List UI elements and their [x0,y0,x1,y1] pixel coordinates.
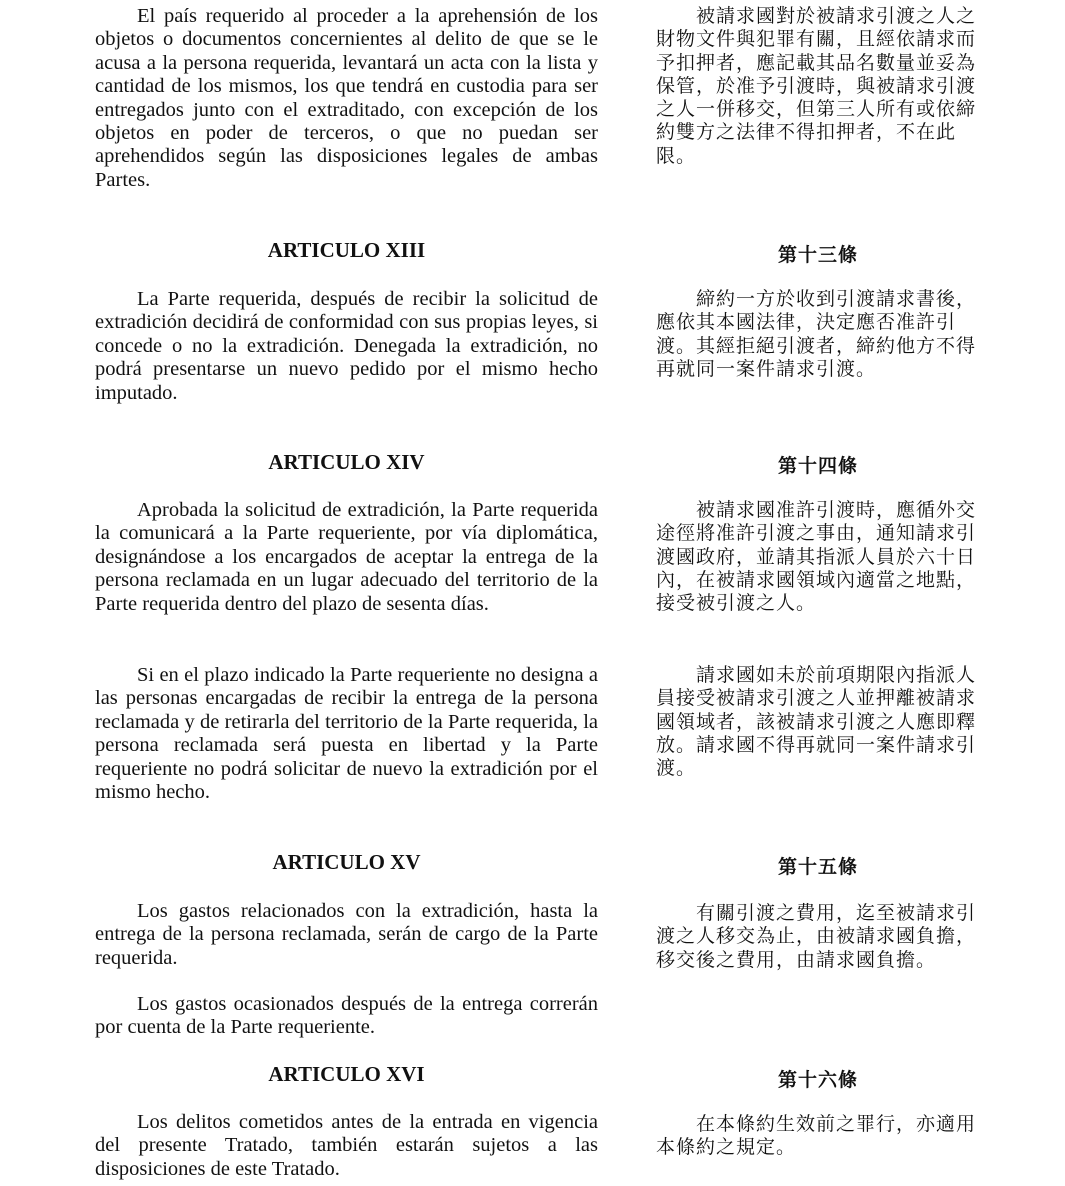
es-heading-article-14: ARTICULO XIV [268,450,425,474]
es-paragraph-article-15-1: Los gastos relacionados con la extradición, hasta la entrega de la persona reclamada, serán de cargo de la Parte requerida. [95,900,598,969]
es-heading-article-16: ARTICULO XVI [268,1062,425,1086]
es-heading-article-15: ARTICULO XV [272,850,421,874]
es-paragraph-article-15-2: Los gastos ocasionados después de la entrega correrán por cuenta de la Parte requeriente. [95,993,598,1039]
zh-paragraph-article-14-1: 被請求國准許引渡時，應循外交途徑將准許引渡之事由，通知請求引渡國政府，並請其指派人員於六十日內，在被請求國領域內適當之地點，接受被引渡之人。 [656,499,977,615]
es-paragraph-article-13: La Parte requerida, después de recibir la solicitud de extradición decidirá de conformidad con sus propias leyes, si concede o no la extradición. Denegada la extradición, no podrá presentarse un nuevo pedido por el mismo hecho imputado. [95,288,598,404]
es-paragraph-article-12: El país requerido al proceder a la aprehensión de los objetos o documentos concernientes al delito de que se le acusa a la persona requerida, levantará un acta con la lista y cantidad de los mismos, los que tendrá en custodia para ser entregados junto con el extraditado, con excepción de los objetos en poder de terceros, o que no puedan ser aprehendidos según las disposiciones legales de ambas Partes. [95,5,598,191]
zh-paragraph-article-15: 有關引渡之費用，迄至被請求引渡之人移交為止，由被請求國負擔，移交後之費用，由請求國負擔。 [656,902,977,971]
zh-heading-article-15: 第十五條 [777,856,858,878]
zh-paragraph-article-13: 締約一方於收到引渡請求書後，應依其本國法律，決定應否准許引渡。其經拒絕引渡者，締約他方不得再就同一案件請求引渡。 [656,288,977,380]
zh-heading-article-16: 第十六條 [777,1069,858,1091]
es-paragraph-article-16: Los delitos cometidos antes de la entrada en vigencia del presente Tratado, también estarán sujetos a las disposiciones de este Tratado. [95,1111,598,1180]
es-paragraph-article-14-1: Aprobada la solicitud de extradición, la Parte requerida la comunicará a la Parte requeriente, por vía diplomática, designándose a los encargados de aceptar la entrega de la persona reclamada en un lugar adecuado del territorio de la Parte requerida dentro del plazo de sesenta días. [95,499,598,615]
zh-paragraph-article-14-2: 請求國如未於前項期限內指派人員接受被請求引渡之人並押離被請求國領域者，該被請求引渡之人應即釋放。請求國不得再就同一案件請求引渡。 [656,664,977,780]
zh-paragraph-article-12: 被請求國對於被請求引渡之人之財物文件與犯罪有關，且經依請求而予扣押者，應記載其品名數量並妥為保管，於准予引渡時，與被請求引渡之人一併移交，但第三人所有或依締約雙方之法律不得扣押者，不在此限。 [656,5,977,167]
zh-heading-article-14: 第十四條 [777,455,858,477]
zh-heading-article-13: 第十三條 [777,244,858,266]
es-heading-article-13: ARTICULO XIII [267,238,426,262]
zh-paragraph-article-16: 在本條約生效前之罪行，亦適用本條約之規定。 [656,1113,977,1159]
es-paragraph-article-14-2: Si en el plazo indicado la Parte requeriente no designa a las personas encargadas de recibir la entrega de la persona reclamada y de retirarla del territorio de la Parte requerida, la persona reclamada será puesta en libertad y la Parte requeriente no podrá solicitar de nuevo la extradición por el mismo hecho. [95,664,598,804]
